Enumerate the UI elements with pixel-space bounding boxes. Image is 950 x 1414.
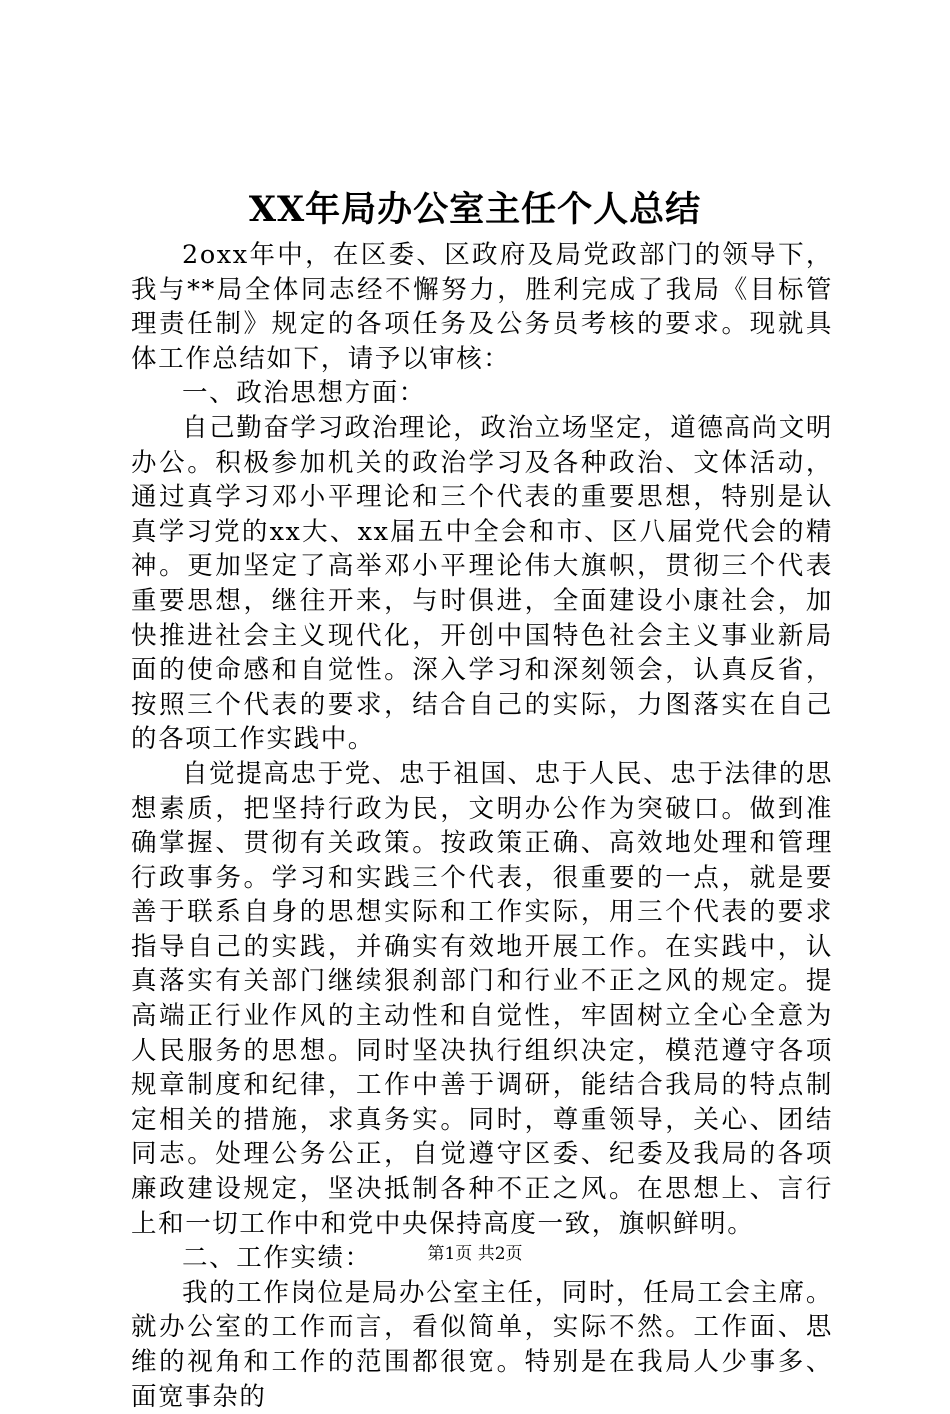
- political-paragraph-2: 自觉提高忠于党、忠于祖国、忠于人民、忠于法律的思想素质，把坚持行政为民，文明办公作为突破口。做到准确掌握、贯彻有关政策。按政策正确、高效地处理和管理行政事务。学习和实践三个代表，很重要的一点，就是要善于联系自身的思想实际和工作实际，用三个代表的要求指导自己的实践，并确实有效地开展工作。在实践中，认真落实有关部门继续狠刹部门和行业不正之风的规定。提高端正行业作风的主动性和自觉性，牢固树立全心全意为人民服务的思想。同时坚决执行组织决定，模范遵守各项规章制度和纪律，工作中善于调研，能结合我局的特点制定相关的措施，求真务实。同时，尊重领导，关心、团结同志。处理公务公正，自觉遵守区委、纪委及我局的各项廉政建设规定，坚决抵制各种不正之风。在思想上、言行上和一切工作中和党中央保持高度一致，旗帜鲜明。: [131, 758, 833, 1239]
- intro-paragraph: 2oxx年中，在区委、区政府及局党政部门的领导下，我与**局全体同志经不懈努力，胜利完成了我局《目标管理责任制》规定的各项任务及公务员考核的要求。现就具体工作总结如下，请予以审核：: [131, 240, 833, 374]
- section-heading-political: 一、政治思想方面：: [182, 378, 426, 409]
- document-body: [131, 238, 833, 1414]
- document-title: XX年局办公室主任个人总结: [248, 189, 702, 230]
- page-number-footer: 第1页 共2页: [427, 1244, 523, 1264]
- political-paragraph-1: 自己勤奋学习政治理论，政治立场坚定，道德高尚文明办公。积极参加机关的政治学习及各种政治、文体活动，通过真学习邓小平理论和三个代表的重要思想，特别是认真学习党的xx大、xx届五中全会和市、区八届党代会的精神。更加坚定了高举邓小平理论伟大旗帜，贯彻三个代表重要思想，继往开来，与时俱进，全面建设小康社会，加快推进社会主义现代化，开创中国特色社会主义事业新局面的使命感和自觉性。深入学习和深刻领会，认真反省，按照三个代表的要求，结合自己的实际，力图落实在自己的各项工作实践中。: [131, 412, 833, 755]
- achievements-paragraph-1: 我的工作岗位是局办公室主任，同时，任局工会主席。就办公室的工作而言，看似简单，实际不然。工作面、思维的视角和工作的范围都很宽。特别是在我局人少事多、面宽事杂的: [131, 1277, 833, 1412]
- section-heading-achievements: 二、工作实绩：: [182, 1243, 372, 1274]
